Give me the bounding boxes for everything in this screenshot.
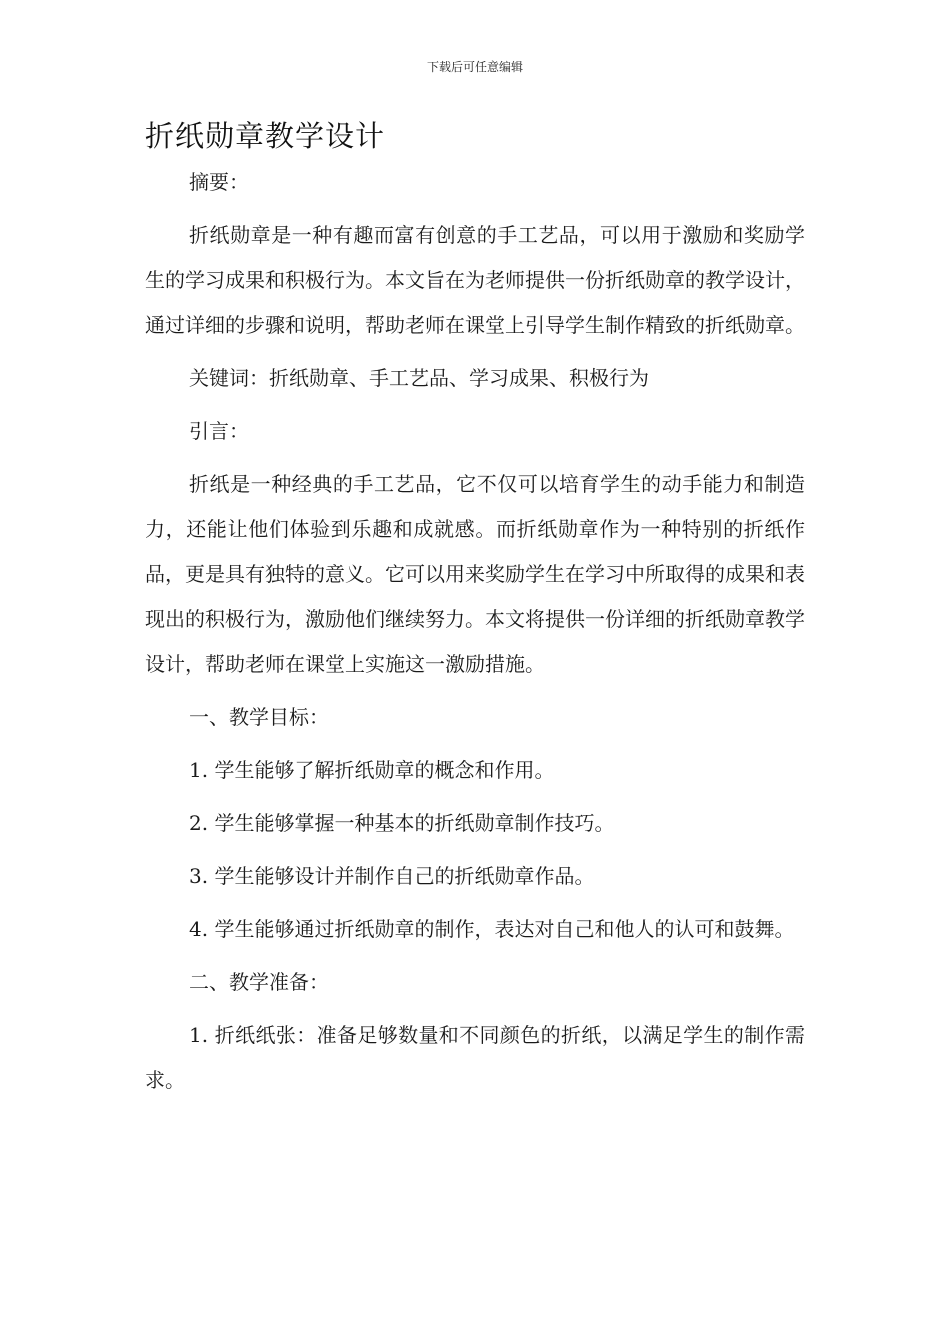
objective-item: 1. 学生能够了解折纸勋章的概念和作用。: [189, 758, 555, 782]
section-heading-objectives: 一、教学目标：: [189, 705, 329, 729]
introduction-heading: 引言：: [189, 419, 249, 443]
preparation-item: 1. 折纸纸张：准备足够数量和不同颜色的折纸，以满足学生的制作需求。: [145, 1023, 805, 1092]
keywords-line: 关键词：折纸勋章、手工艺品、学习成果、积极行为: [189, 366, 649, 390]
section-heading-preparation: 二、教学准备：: [189, 970, 329, 994]
document-title: 折纸勋章教学设计: [145, 121, 386, 153]
objective-item: 2. 学生能够掌握一种基本的折纸勋章制作技巧。: [189, 811, 615, 835]
header-note: 下载后可任意编辑: [426, 60, 523, 74]
objective-item: 3. 学生能够设计并制作自己的折纸勋章作品。: [189, 864, 595, 888]
introduction-paragraph: 折纸是一种经典的手工艺品，它不仅可以培育学生的动手能力和制造力，还能让他们体验到乐趣和成就感。而折纸勋章作为一种特别的折纸作品，更是具有独特的意义。它可以用来奖励学生在学习中所取得的成果和表现出的积极行为，激励他们继续努力。本文将提供一份详细的折纸勋章教学设计，帮助老师在课堂上实施这一激励措施。: [145, 472, 805, 676]
abstract-paragraph: 折纸勋章是一种有趣而富有创意的手工艺品，可以用于激励和奖励学生的学习成果和积极行为。本文旨在为老师提供一份折纸勋章的教学设计，通过详细的步骤和说明，帮助老师在课堂上引导学生制作精致的折纸勋章。: [145, 223, 805, 337]
abstract-heading: 摘要：: [189, 170, 249, 194]
document-body: [145, 160, 805, 1111]
objective-item: 4. 学生能够通过折纸勋章的制作，表达对自己和他人的认可和鼓舞。: [189, 917, 795, 941]
